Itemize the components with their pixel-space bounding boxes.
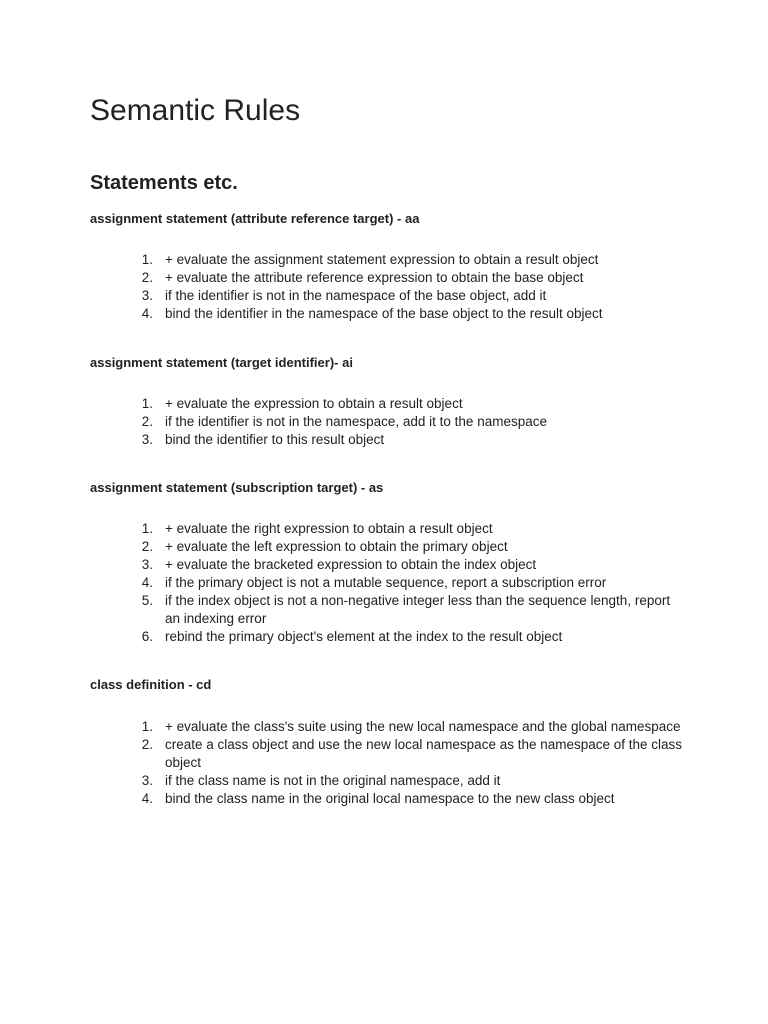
- list-item: [0, 628, 768, 646]
- step-number: 2.: [141, 414, 153, 429]
- step-number: 2.: [141, 539, 153, 554]
- list-item: [0, 592, 768, 628]
- step-number: 3.: [141, 288, 153, 303]
- step-number: 5.: [141, 593, 153, 608]
- step-number: 3.: [141, 432, 153, 447]
- step-number: 3.: [141, 773, 153, 788]
- step-number: 3.: [141, 557, 153, 572]
- step-number: 6.: [141, 629, 153, 644]
- list-item: [0, 251, 768, 269]
- step-text: bind the class name in the original local namespace to the new class object: [165, 791, 615, 806]
- step-text: + evaluate the class's suite using the new local namespace and the global namespace: [165, 719, 681, 734]
- step-text: create a class object and use the new local namespace as the namespace of the class object: [165, 737, 683, 770]
- step-text: bind the identifier in the namespace of the base object to the result object: [165, 306, 603, 321]
- list-item: [0, 520, 768, 538]
- step-text: rebind the primary object's element at the index to the result object: [165, 629, 563, 644]
- page-title: Semantic Rules: [90, 94, 301, 127]
- step-text: if the class name is not in the original namespace, add it: [165, 773, 501, 788]
- step-text: + evaluate the assignment statement expression to obtain a result object: [165, 252, 599, 267]
- rule-steps-ai: [0, 395, 768, 449]
- list-item: [0, 790, 768, 808]
- step-text: if the identifier is not in the namespace of the base object, add it: [165, 288, 547, 303]
- list-item: [0, 736, 768, 772]
- rule-heading-ai: assignment statement (target identifier)- ai: [90, 355, 353, 370]
- list-item: [0, 772, 768, 790]
- step-text: + evaluate the left expression to obtain the primary object: [165, 539, 508, 554]
- rule-steps-aa: [0, 251, 768, 323]
- step-text: if the index object is not a non-negative integer less than the sequence length, report an indexing error: [165, 593, 671, 626]
- step-number: 1.: [141, 521, 153, 536]
- step-text: + evaluate the bracketed expression to obtain the index object: [165, 557, 537, 572]
- list-item: [0, 413, 768, 431]
- list-item: [0, 538, 768, 556]
- rule-steps-cd: [0, 718, 768, 808]
- step-number: 2.: [141, 737, 153, 752]
- step-text: if the primary object is not a mutable sequence, report a subscription error: [165, 575, 607, 590]
- section-title: Statements etc.: [90, 172, 238, 194]
- list-item: [0, 556, 768, 574]
- step-number: 1.: [141, 719, 153, 734]
- rule-heading-cd: class definition - cd: [90, 677, 212, 692]
- rule-steps-as: [0, 520, 768, 646]
- step-number: 4.: [141, 575, 153, 590]
- rule-heading-aa: assignment statement (attribute reference target) - aa: [90, 211, 420, 226]
- list-item: [0, 287, 768, 305]
- step-text: + evaluate the attribute reference expression to obtain the base object: [165, 270, 584, 285]
- list-item: [0, 305, 768, 323]
- step-number: 2.: [141, 270, 153, 285]
- step-number: 1.: [141, 252, 153, 267]
- list-item: [0, 269, 768, 287]
- step-number: 1.: [141, 396, 153, 411]
- step-text: bind the identifier to this result object: [165, 432, 385, 447]
- list-item: [0, 431, 768, 449]
- step-text: if the identifier is not in the namespace, add it to the namespace: [165, 414, 547, 429]
- rule-heading-as: assignment statement (subscription target) - as: [90, 480, 384, 495]
- step-text: + evaluate the right expression to obtain a result object: [165, 521, 493, 536]
- step-text: + evaluate the expression to obtain a result object: [165, 396, 463, 411]
- step-number: 4.: [141, 791, 153, 806]
- list-item: [0, 718, 768, 736]
- step-number: 4.: [141, 306, 153, 321]
- list-item: [0, 574, 768, 592]
- list-item: [0, 395, 768, 413]
